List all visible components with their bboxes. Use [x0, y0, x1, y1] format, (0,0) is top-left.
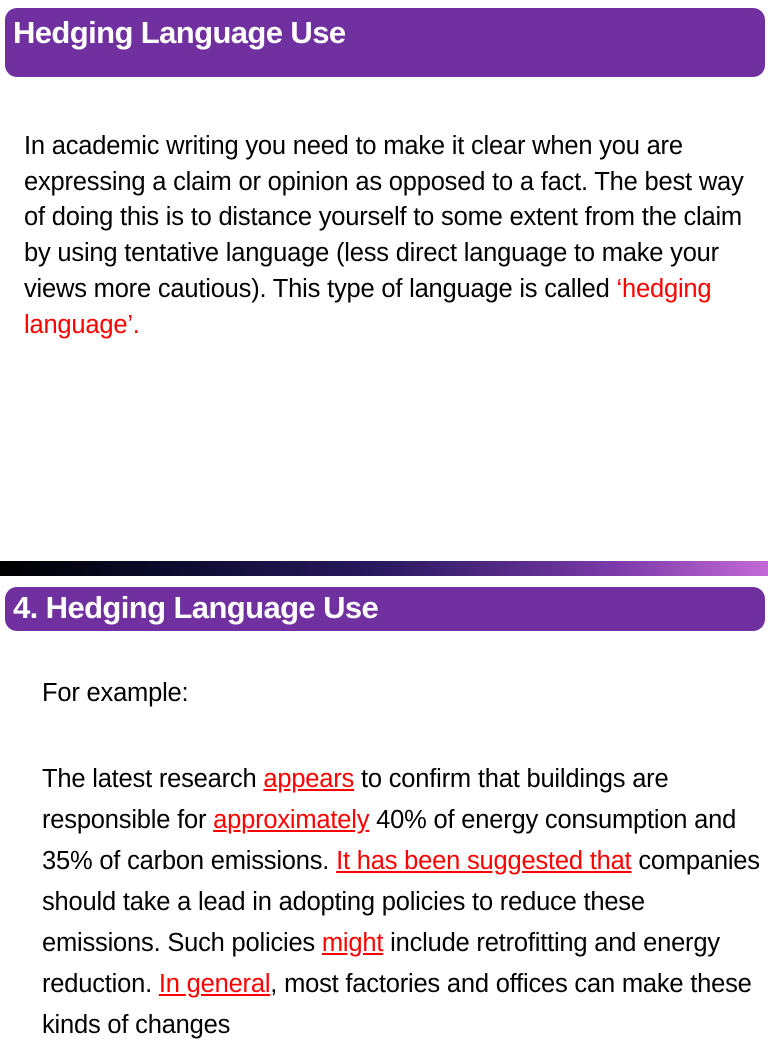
example-paragraph	[42, 759, 764, 1046]
slide-1-title-banner	[5, 8, 765, 77]
intro-text: In academic writing you need to make it clear when you are expressing a claim or opinion as opposed to a fact. The best way of doing this is to distance yourself to some extent from the claim by using tentative language (less direct language to make your views more cautious). This type of language is called	[24, 132, 744, 303]
slide-1-title: Hedging Language Use	[13, 15, 346, 50]
hedge-phrase-in-general: In general	[158, 970, 271, 998]
hedge-word-appears: appears	[263, 765, 355, 793]
slide-2-title-banner	[5, 587, 765, 631]
example-text-2: to confirm that buildings are responsible for	[42, 765, 669, 834]
hedging-language-term: ‘hedging language’.	[24, 274, 712, 339]
example-text-6: , most factories and offices can make these kinds of changes	[42, 970, 752, 1039]
hedge-word-approximately: approximately	[213, 806, 370, 834]
example-text-4: companies should take a lead in adopting policies to reduce these emissions. Such policies	[42, 847, 760, 957]
hedge-word-might: might	[321, 929, 384, 957]
example-label: For example:	[42, 679, 189, 707]
example-text-1: The latest research	[42, 765, 264, 793]
intro-paragraph	[24, 129, 759, 343]
example-text-5: include retrofitting and energy reduction.	[42, 929, 720, 998]
example-text-3: 40% of energy consumption and 35% of carbon emissions.	[42, 806, 737, 875]
hedge-phrase-suggested: It has been suggested that	[336, 847, 632, 875]
slide-2-title: 4. Hedging Language Use	[13, 590, 379, 625]
slide-divider	[0, 561, 768, 576]
